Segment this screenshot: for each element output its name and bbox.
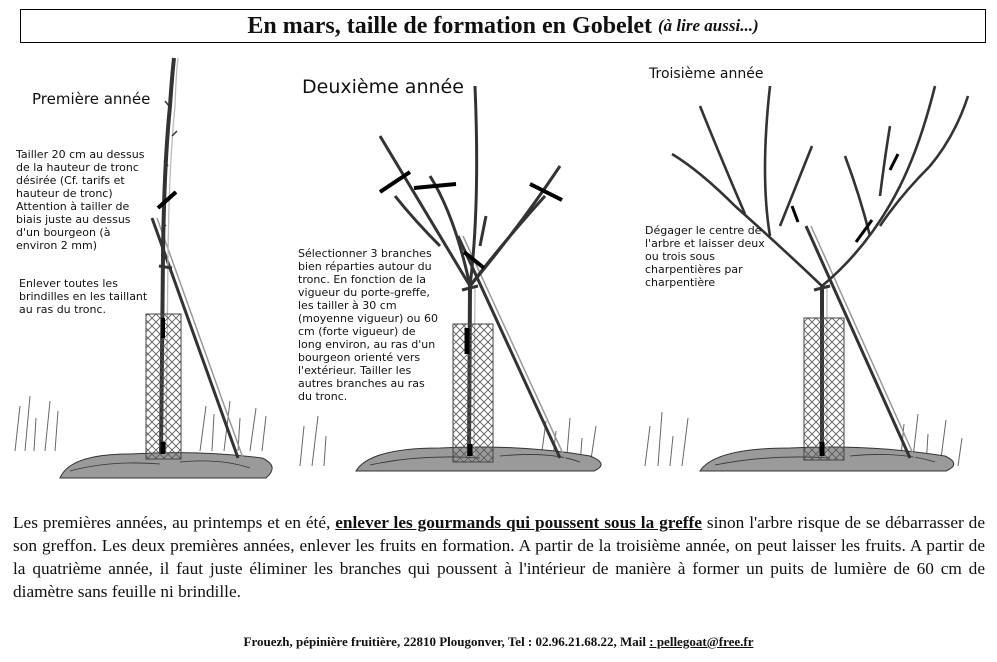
paragraph-before: Les premières années, au printemps et en été, [13, 513, 336, 532]
note-year-1-cut: Tailler 20 cm au dessus de la hauteur de tronc désirée (Cf. tarifs et hauteur de tronc) Attention à tailler de biais juste au dessus d'un bourgeon (à environ 2 mm) [16, 148, 145, 252]
note-year-2: Sélectionner 3 branches bien réparties autour du tronc. En fonction de la vigueur du porte-greffe, les tailler à 30 cm (moyenne vigueur) ou 60 cm (forte vigueur) de long environ, au ras d'un bourgeon orienté vers l'extérieur. Tailler les autres branches au ras du tronc. [298, 247, 438, 403]
note-year-3: Dégager le centre de l'arbre et laisser deux ou trois sous charpentières par charpentière [645, 224, 765, 289]
footer-contact [0, 634, 997, 650]
paragraph-after: sinon l'arbre risque de se débarrasser de son greffon. Les deux premières années, enlever les fruits en formation. A partir de la troisième année, on peut laisser les fruits. A partir de la quatrième année, il faut juste éliminer les branches qui poussent à l'intérieur de manière à former un puits de lumière de 60 cm de diamètre sans feuille ni brindille. [13, 513, 985, 601]
paragraph-emphasis: enlever les gourmands qui poussent sous la greffe [335, 513, 702, 532]
title-box [20, 9, 986, 43]
page-title: En mars, taille de formation en Gobelet [247, 12, 653, 39]
note-year-1-brindilles: Enlever toutes les brindilles en les taillant au ras du tronc. [19, 277, 148, 316]
footer-text: Frouezh, pépinière fruitière, 22810 Plougonver, Tel : 02.96.21.68.22, Mail [243, 634, 650, 649]
year-label-3: Troisième année [649, 66, 764, 82]
year-label-2: Deuxième année [302, 76, 464, 98]
cut-mark [158, 192, 176, 208]
tree-year-1 [15, 58, 272, 478]
tree-illustrations [0, 46, 997, 500]
trunk-guard [453, 324, 493, 462]
read-also-link[interactable]: (à lire aussi...) [658, 16, 759, 35]
tie [159, 266, 172, 268]
summary-paragraph [13, 511, 985, 603]
trunk-guard [804, 318, 844, 460]
year-label-1: Première année [32, 90, 151, 108]
footer-mail-link[interactable]: : pellegoat@free.fr [649, 634, 754, 649]
